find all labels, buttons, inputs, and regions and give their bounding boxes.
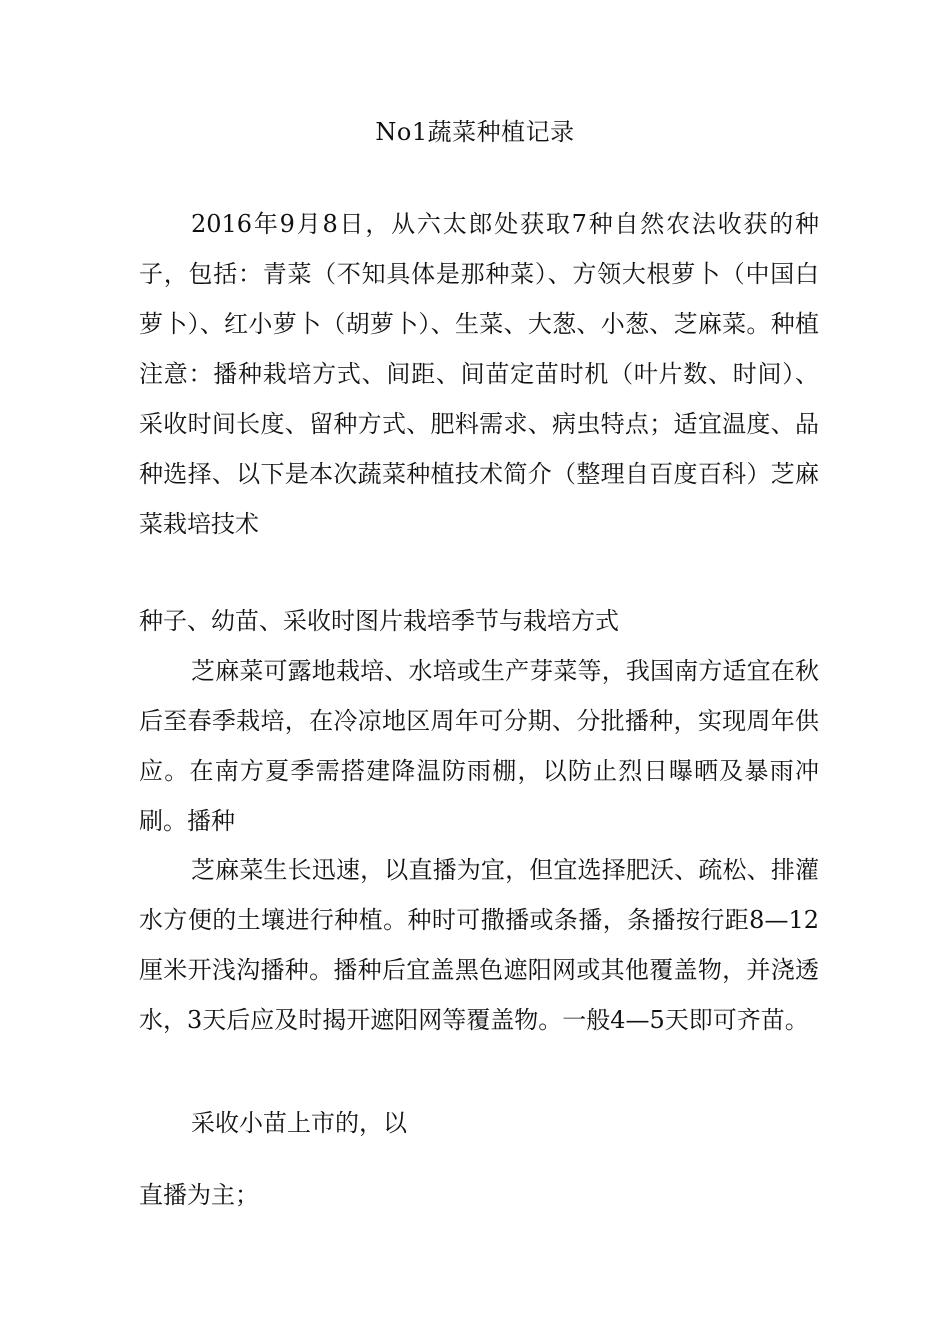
document-title: No1蔬菜种植记录 <box>375 118 575 146</box>
paragraph-direct-sowing: 直播为主； <box>139 1181 259 1209</box>
paragraph-section-heading: 种子、幼苗、采收时图片栽培季节与栽培方式 <box>139 607 619 635</box>
paragraph-sowing: 芝麻菜生长迅速，以直播为宜，但宜选择肥沃、疏松、排灌水方便的土壤进行种植。种时可撒播或条播，条播按行距8—12厘米开浅沟播种。播种后宜盖黑色遮阳网或其他覆盖物，并浇透水，3天后应及时揭开遮阳网等覆盖物。一般4—5天即可齐苗。 <box>139 856 819 1034</box>
paragraph-cultivation-season: 芝麻菜可露地栽培、水培或生产芽菜等，我国南方适宜在秋后至春季栽培，在冷凉地区周年可分期、分批播种，实现周年供应。在南方夏季需搭建降温防雨棚，以防止烈日曝晒及暴雨冲刷。播种 <box>139 657 819 835</box>
paragraph-intro: 2016年9月8日，从六太郎处获取7种自然农法收获的种子，包括：青菜（不知具体是那种菜）、方领大根萝卜（中国白萝卜）、红小萝卜（胡萝卜）、生菜、大葱、小葱、芝麻菜。种植注意：播种栽培方式、间距、间苗定苗时机（叶片数、时间）、采收时间长度、留种方式、肥料需求、病虫特点；适宜温度、品种选择、以下是本次蔬菜种植技术简介（整理自百度百科）芝麻菜栽培技术 <box>139 210 819 538</box>
paragraph-harvest: 采收小苗上市的，以 <box>191 1109 407 1137</box>
